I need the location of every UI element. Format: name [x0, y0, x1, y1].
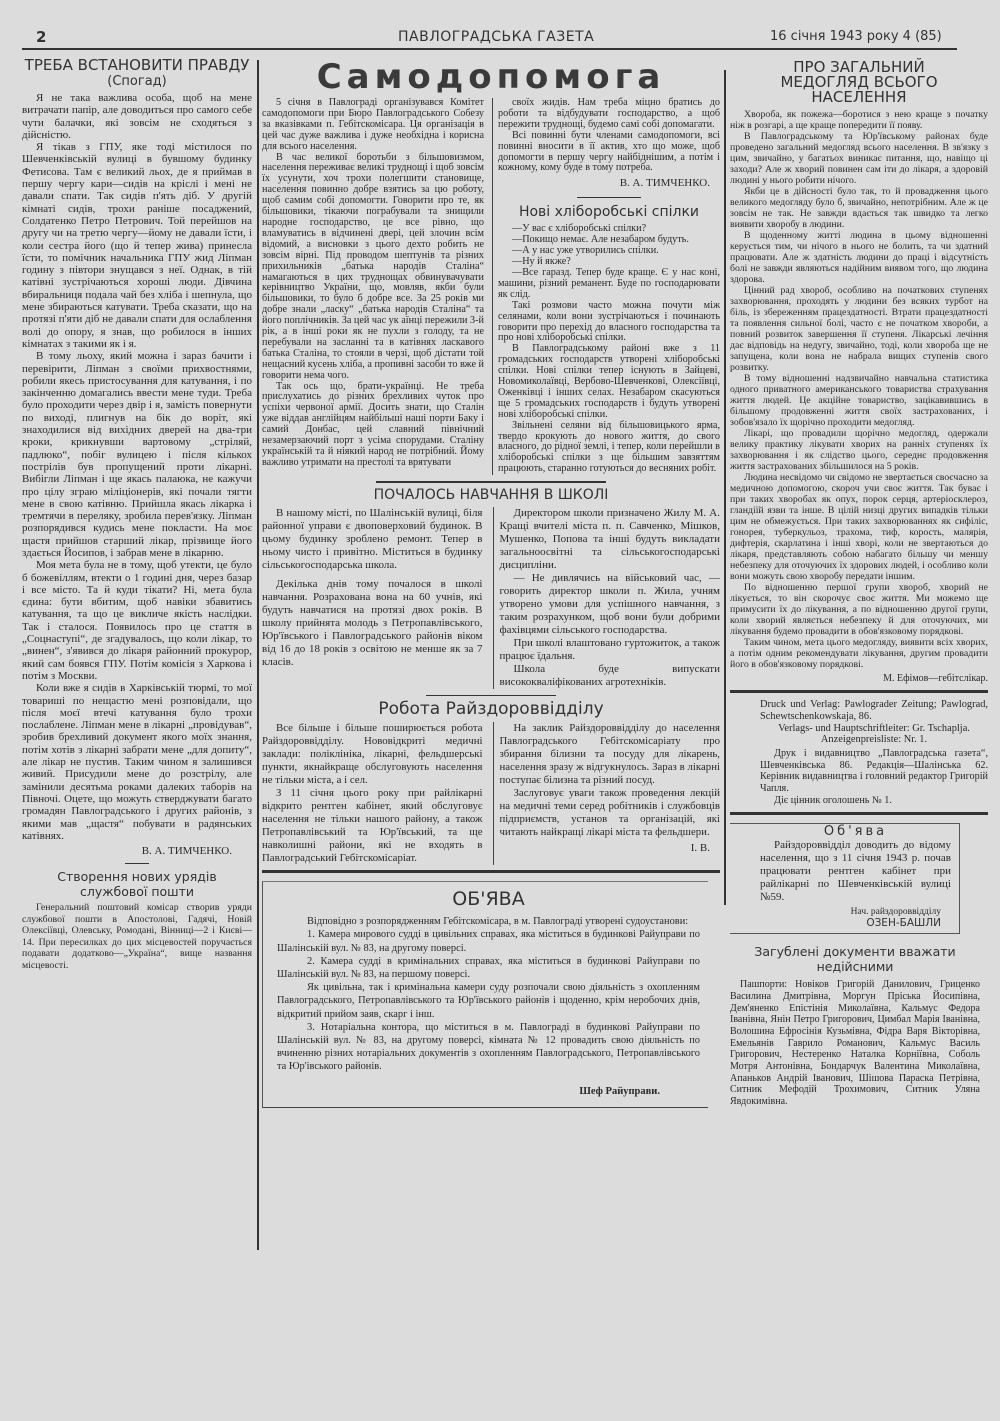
article-title: ТРЕБА ВСТАНОВИТИ ПРАВДУ: [24, 56, 250, 74]
notice-courts: [262, 881, 708, 1107]
paragraph: Генеральний поштовий комісар створив уряди службової пошти в Апостолові, Гадячі, Новій Олексіївці, Олевську, Ромодані, Вінниці—2 і Києві—14. При пересилках до цих місцевостей поручається подавати додатково—„Україна“, вище названня місцевості.: [22, 902, 252, 972]
paragraph: Хвороба, як пожежа—боротися з нею краще з початку ніж в розгарі, а ще краще попередити її появу.: [730, 109, 988, 131]
paragraph: Заслуговує уваги також проведення лекцій на медичні теми серед робітників і службовців підприємств, установ та організацій, які читають найкращі лікарі міста та фельдшери.: [499, 787, 720, 839]
imprint-ukrainian: [760, 748, 988, 806]
paragraph: В щоденному житті людина в цьому відношенні керується тим, чи нічого в нього не болить, та чи здатний працювати. Але ж здатність людини до праці і відсутність болі не завжди являються надійним виявом того, що людина здорова.: [730, 230, 988, 285]
notice-signature-name: ОЗЕН-БАШЛИ: [866, 917, 941, 930]
article-title: Робота Райздороввідділу: [378, 699, 604, 720]
paragraph: 1. Камера мирового судді в цивільних справах, яка міститься в будинкові Райуправи по Шалінській вул. № 83, на другому поверсі.: [277, 929, 700, 954]
article-signature: В. А. ТИМЧЕНКО.: [619, 177, 710, 190]
paragraph: В Павлоградському та Юр'ївському районах буде проведено загальний медогляд всього населення. В зв'язку з цим, звичайно, у багатьох виникає питання, що, навіщо ці заходи? Але ж хворий повинен сам іти до лікаря, а здоровій людині у нього робити нічого.: [730, 131, 988, 186]
imprint-line: Діє цінник оголошень № 1.: [774, 794, 892, 806]
paragraph: В нашому місті, по Шалінській вулиці, біля районної управи є двоповерховий будинок. В цьому будинку зроблено ремонт. Тепер в ньому чисто і привітно. Міститься в будинку сільськогосподарська школа.: [262, 507, 483, 572]
right-column: [730, 60, 988, 1108]
paper-title: ПАВЛОГРАДСЬКА ГАЗЕТА: [398, 29, 595, 45]
imprint-line: Druck und Verlag: Pawlograder Zeitung; Pawlograd, Schewtschenkowskaja, 86.: [760, 699, 988, 722]
paragraph: —Покищо немає. Але незабаром будуть.: [512, 234, 689, 246]
paragraph: —А у нас уже утворились спілки.: [512, 245, 659, 257]
page-number: 2: [36, 28, 47, 46]
paragraph: Відповідно з розпорядженням Гебітскомісара, в м. Павлограді утворені судоустанови:: [307, 916, 689, 928]
paragraph: Так ось що, брати-українці. Не треба прислухатись до різних брехливих чуток про успіхи червоної армії. Досить знати, що Сталін уже віддав англійцям найбільші наші порти Баку і самий Донбас, цей славний північний незамерзаючий порт з усіма спорудами. Сталіну українській та й ніякий народ не потрібний. Йому важливо утримати на престолі та врятувати: [262, 380, 484, 468]
article-post: [22, 869, 252, 972]
paragraph: Я не така важлива особа, щоб на мене витрачати папір, але доводиться про самого себе чути балачки, які зовсім не сходяться з дійсністю.: [22, 92, 252, 141]
notice-body: Райздороввідділ доводить до відому населення, що з 11 січня 1943 р. почав працювати рентген кабінет при райлікарні по Шевченківській вулиці №59.: [760, 839, 951, 904]
article-selfhelp-right: [492, 98, 720, 475]
paragraph: — Не дивлячись на військовий час, — говорить директор школи п. Жила, учням утворено умови для успішного навчання, з таким розрахунком, щоб вони були добрими фахівцями сільського господарства.: [499, 572, 720, 637]
article-body: [498, 98, 720, 174]
notice-title: Об'ява: [823, 824, 888, 840]
imprint-line: Verlags- und Hauptschriftleiter: Gr. Tschaplja.: [778, 722, 970, 734]
article-title: ПОЧАЛОСЬ НАВЧАННЯ В ШКОЛІ: [373, 487, 609, 504]
imprint-line: Anzeigenpreisliste: Nr. 1.: [820, 734, 928, 746]
paragraph: —У вас є хліборобські спілки?: [512, 223, 647, 235]
notice-signature: Шеф Райуправи.: [579, 1085, 660, 1097]
paragraph: При школі влаштовано гуртожиток, а також працює їдальня.: [499, 637, 720, 663]
middle-column: [262, 56, 720, 1108]
paragraph: 2. Камера судді в кримінальних справах, яка міститься в будинкові Райуправи по Шалінській вул. № 83, на першому поверсі.: [277, 955, 700, 980]
article-body: [730, 109, 988, 670]
article-selfhelp-title: Самодопомога: [316, 57, 666, 97]
paragraph: Коли вже я сидів в Харківській тюрмі, то мої товариші по нещастю мені розповідали, що після моєї втечі катування було трохи послаблене. Ліпман мене в лікарні „провідував“, зробив брехливий документ якого моїх знання, потім хотів з лікарні забрати мене „для допиту“, але лікар не пустив. Таким чином я залишився живий. Присудили мене до розстрілу, але замінили десятьма роками далеких таборів на Півночі. Оцете, що можуть стверджувати багато громадян Павлоградського і других районів, з якими мав „щастя“ побувати в радянських катівнях.: [22, 682, 252, 842]
paragraph: Цінний рад хвороб, особливо на початкових ступенях захворювання, проходять у людини без всяких турбот на біль, із збереженням працездатності. Втрати працездатності та появлення сильної болі, часто є не початком хвороби, а повний розвиток завершення її ступеня. Лікарські лечіння дає відповідь на недугу, звичайно, тоді, коли хвороба ще не запущена, коли вона не набрала вищих ступенів свого розвитку.: [730, 285, 988, 373]
separator: [730, 812, 988, 815]
notice-xray: [730, 823, 960, 934]
separator: [577, 197, 641, 198]
paragraph: Все більше і більше поширюється робота Райздороввідділу. Нововідкриті медичні заклади: поліклініка, лікарні, фельдшерські пункти, якнайкраще обслуговують населення не тільки міста, а і сел.: [262, 722, 483, 787]
issue-date: 16 січня 1943 року 4 (85): [770, 29, 942, 44]
paragraph: В тому льоху, який можна і зараз бачити і перевірити, Ліпман з своїми прихвостнями, робили якесь пристосування для катування, і по закінченню домагались ввести мене туди. Треба було проходити через двір і я, замість повернути по виході, плигнув на бік до воріт, які знаходилися від вихідних дверей на два-три кроки, крикнувши вартовому „стріляй, падлюко“, побіг вулицею і після кількох пострілів був пропущений проти лікарні. Вибігли Ліпман і ще якась палаюка, не кажучи про цілу зграю міліціонерів, які почали тягти мене в свою катівню. Прийшла якась лікарка і тремтячи в переляку, зробила перев'язку. Ліпман розпорядився кудись мене покласти. На моє щастя прийшов старший лікар, прізвище його здається Йосипов, і забрав мене в лікарню.: [22, 350, 252, 559]
paragraph: 5 січня в Павлограді організувався Комітет самодопомоги при Бюро Павлоградського Собезу за вказівками п. Гебітскомісара. Ця організація в цей час дуже важлива і дуже необхідна і корисна для всього населення.: [262, 97, 484, 152]
paragraph: В час великої боротьби з більшовизмом, населення переживає великі труднощі і щоб зовсім їх усунути, хоч трохи полегшити становище, населення повинно добре взятись за цю роботу, щоб самим собі допомогти. Говорити про те, як більшовики, тікаючи пограбували та знищили народне господарство, це все рівно, що вламуватись в відчинені двері, цей злочин всім відомий, а висновки з цього дехто робить не зовсім вірні. Під проводом шептунів та різних прихильників „батька народів Сталіна“ намагаються в цих труднощах обвинувачувати керівництво України, що, мовляв, якби були більшовики, то було б добре все. За 25 років ми добре знали „ласку“ „батька народів Сталіна“ та його поплічників. За цей час ук аїнці пережили 3-й рік, а в інші роки як не пухли з голоду, та не перебували на засланні та в катівнях ласкавого батька Сталіна, то стояли в черзі, щоб дістати той нещасний кусень хліба, а пропивні засоби то вже й говорити нема чого.: [262, 151, 484, 381]
notice-title: Загублені документи вважати недійсними: [754, 944, 956, 975]
article-body: [22, 92, 252, 842]
masthead: [8, 26, 988, 48]
paragraph: В тому відношенні надзвичайно навчальна статистика одного приватного американського товариства страхування життя людей. Це акційне товариство, зацікавившись в більшому продовженні життя своїх застрахованих, і зобов'язало їх щорічно проходити медогляд.: [730, 373, 988, 428]
column-divider: [724, 70, 726, 905]
paragraph: Такі розмови часто можна почути між селянами, коли вони зустрічаються і починають говорити про перехід до власного господарства та про нові хліборобські спілки.: [498, 299, 720, 344]
paragraph: Моя мета була не в тому, щоб утекти, це було б божевіллям, втекти о 1 годині дня, через базар і все місто. Та й куди тікати? Ні, мета була єдина: бути вбитим, щоб навіки збавитись катування, та що це викличе якість наслідки. Так і сталося. Появилось про це стаття в „Соцнаступі“, де згадувалось, що коли лікар, то „винен“, з'явився до лікаря районний прокурор, який сам боявся ГПУ. Потім комісія з Харкова і потім з Москви.: [22, 559, 252, 682]
imprint-german: [760, 699, 988, 746]
article-selfhelp: [262, 98, 720, 475]
separator: [426, 695, 556, 696]
article-title: Створення нових урядів службової пошти: [57, 869, 217, 900]
paragraph: По відношенню першої групи хвороб, хворий не лікується, то він скорочує своє життя. Ми можемо ще примусити їх до лікування, а по відношенню другої групи, коли хворий являється небезпеку й для оточуючих, ми лікування будемо провадити в обов'язковому порядкові.: [730, 582, 988, 637]
paragraph: 3. Нотаріальна контора, що міститься в м. Павлограді в будинкові Райуправи по Шалінській вул. № 83, на другому поверсі, кімната № 12 провадить свою діяльність по вчиненню різних нотаріальних документів з охопленням Павлоградського, Петропавлівського та Юр'івського районів.: [277, 1021, 700, 1073]
paragraph: Людина несвідомо чи свідомо не звертається своєчасно за медичною допомогою, скороч учи своє життя. Так буває і при таких хворобах як опух, порок серця, артеріосклероз, гландіїй язви та інше. В цілій низці других випадків тільки цим не обмежується. При таких захворюваннях як сифіліс, гонорея, туберкульоз, трахома, тиф, корость, малярія, дифтерія, скарлатина і інші хворі, коли не звертаються до лікаря, представляють собою набагато більшу чи меншу небезпеку для оточуючих їх здорових людей, і особливо коли вони можуть свою хворобу передати іншим.: [730, 472, 988, 582]
article-health: [262, 699, 720, 865]
article-subtitle: (Спогад): [107, 74, 167, 89]
separator: [730, 690, 988, 693]
imprint-line: Друк і видавництво „Павлоградська газета“, Шевченківська 86. Редакція—Шалінська 62. Керівник видавництва і головний редактор Григорій Чапля.: [760, 748, 988, 794]
paragraph: Якби це в дійсності було так, то й провадження цього великого медогляду було б, звичайно, непотрібним. Але ж це зовсім не так. Не завжди вдається так швидко та легко виявити хворобу в людини.: [730, 186, 988, 230]
paragraph: Звільнені селяни від більшовицького ярма, твердо крокують до нового життя, до свого власного, до рідної землі, і тепер, коли перейшли в хліборобські спілки з ще більшим завзяттям працюють, старанно готуються до весняних робіт.: [498, 419, 720, 475]
paragraph: З 11 січня цього року при райлікарні відкрито рентген кабінет, який обслуговує населення не тільки нашого району, а також Петропавлівський та Юр'ївський, та ще навколишні райони, які не входять в Павлоградський Гебітскомісаріат.: [262, 787, 483, 865]
notice-title: ОБ'ЯВА: [452, 888, 525, 911]
separator: [262, 870, 720, 873]
paragraph: Таким чином, мета цього медогляду, виявити всіх хворих, а потім одним рекомендувати лікування, другим провадити його в обов'язковому порядкові.: [730, 637, 988, 670]
paragraph: —Ну й якже?: [512, 256, 571, 268]
separator: [125, 863, 149, 864]
paragraph: своїх жидів. Нам треба міцно братись до роботи та відбудувати господарство, а щоб пережити труднощі, будемо самі собі допомагати.: [498, 97, 720, 130]
article-body-right: [493, 722, 721, 865]
paragraph: —Все гаразд. Тепер буде краще. Є у нас коні, машини, різний реманент. Буде по господарювати як слід.: [498, 266, 720, 300]
article-truth: [22, 56, 252, 857]
article-body-left: [262, 722, 483, 865]
imprint: [760, 699, 988, 806]
article-signature: В. А. ТИМЧЕНКО.: [141, 845, 232, 858]
paragraph: В Павлоградському районі вже з 11 громадських господарств утворені хліборобські спілки. Нові спілки тепер існують в Зайцеві, Новомиколаївці, Вербово-Шевченкові, Олексіївці, Оженківці і інших селах. Незабаром скасуються ще 5 громадських господарств і будуть утворені нові хліборобські спілки.: [498, 343, 720, 420]
article-signature: М. Ефімов—гебітслікар.: [883, 673, 988, 684]
article-title: ПРО ЗАГАЛЬНИЙ МЕДОГЛЯД ВСЬОГО НАСЕЛЕННЯ: [780, 58, 938, 106]
notice-body: [277, 915, 700, 1073]
separator: [376, 481, 606, 483]
paragraph: Декілька днів тому почалося в школі навчання. Розрахована вона на 60 учнів, які будуть навчатися на протязі двох років. В школу прийнята молодь з Петропавлівського, Юр'ївського і Павлоградського районів віком від 16 до 18 років з освітою не менше як за 7 класів.: [262, 578, 483, 669]
article-title: Нові хліборобські спілки: [518, 204, 700, 221]
notice-body: Пашпорти: Новіков Григорій Данилович, Гриценко Василина Дмитрівна, Моргун Пріська Йосипівна, Дем'яненко Епістінія Миколаївна, Кальмус Федора Іванівна, Янін Петро Григорович, Цимбал Марія Іванівна, Волошина Ефросінія Кузьмівна, Фідра Варя Вікторівна, Емельянів Гаврило Романович, Кальмус Василь Григорович, Нестеренко Наталка Корніївна, Соболь Мотря Антонівна, Бондарчук Валентина Миколаївна, Апаньков Андрій Іванович, Шішова Параска Петрівна, Ситник Мефодій Трохимович, Ситник Уляна Явдокимівна.: [730, 979, 980, 1108]
masthead-rule: [22, 48, 957, 50]
notice-documents: [730, 944, 980, 1108]
notice-signature-role: Нач. райздороввідділу: [850, 907, 941, 918]
article-selfhelp-left: [262, 98, 484, 475]
paragraph: Лікарі, що провадили щорічно медогляд, одержали велику практику лікувати хворих на ранніх ступенях їх захворювання і як слідство цього, середнє продовження життя застрахованих збільшилося на 5 років.: [730, 428, 988, 472]
article-medcheck: [730, 60, 988, 684]
article-body-left: [262, 507, 483, 689]
paragraph: Директором школи призначено Жилу М. А. Кращі вчителі міста п. п. Савченко, Мішков, Мушенко, Попова та інші будуть викладати загальноосвітні та сільськогосподарські дисципліни.: [499, 507, 720, 572]
left-column: [22, 56, 252, 972]
paragraph: Всі повинні бути членами самодопомоги, всі повинні вносити в її актив, хто що може, щоб допомогти в першу чергу найбіднішим, а потім і кожному, кому буде в тому потреба.: [498, 129, 720, 174]
paragraph: Як цивільна, так і кримінальна камери суду розпочали свою діяльність з охопленням Павлоградського, Петропавлівського та Юр'ївського районів і щоденно, крім неробочих днів, відкритий прийом заяв, скарг і інш.: [277, 982, 700, 1020]
article-school: [262, 487, 720, 689]
paragraph: На заклик Райздороввідділу до населення Павлоградського Гебітскомісаріату про збирання білизни та посуду для лікарень, населення зразу ж відгукнулось. Зараз в лікарні поступає білизна та різний посуд.: [499, 722, 720, 787]
paragraph: Школа буде випускати висококваліфікованих агротехніків.: [499, 663, 720, 689]
paragraph: Я тікав з ГПУ, яке тоді містилося по Шевченківській вулиці в бувшому будинку Фетисова. Там є великий льох, де я приймав в першу чергу кари—сидів на кріслі і мені не давали спати. Так сидів п'ять діб. У другій кімнаті сидів, трохи раніше посаджений, Солдатенко Петро Петрович. Той перейшов на другу чи на третю чергу—йому не давали їсти, і коли сестра його (що й тепер жива) принесла їсти, то помічник начальника ГПУ жид Ліпман годину з півтори знущався з неї. Однак, в тій катівні зустрічаються хороші люди. Дівчина вбиральниця подала чай без хліба і шепнула, що мене збираються катувати. Треба сказати, що на протязі п'яти діб не давали спати для ослаблення волі до опору, я знав, що робилося в інших кімнатах з такими як і я.: [22, 141, 252, 350]
column-divider: [257, 60, 259, 1250]
article-body-right: [493, 507, 721, 689]
article-signature: І. В.: [690, 842, 710, 855]
article-body: [498, 224, 720, 475]
article-body: [22, 902, 252, 972]
